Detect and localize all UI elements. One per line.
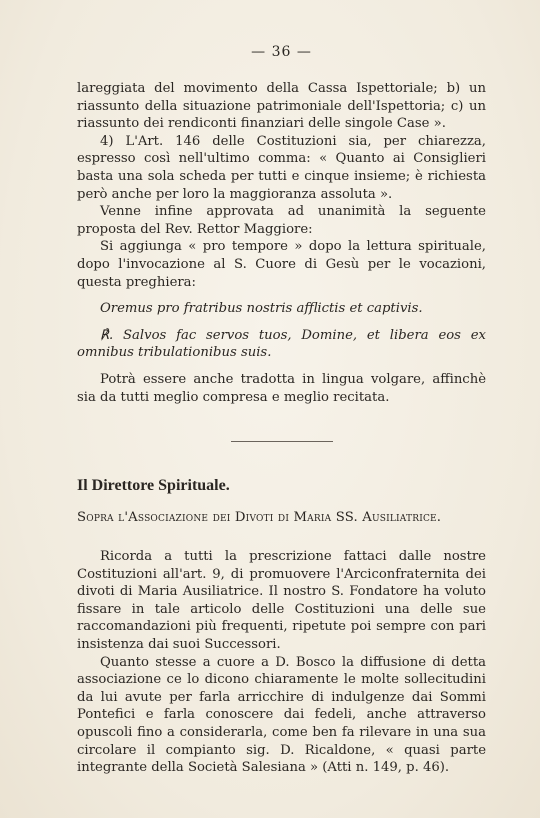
page-number: — 36 — bbox=[251, 44, 312, 60]
paragraph-don-bosco: Quanto stesse a cuore a D. Bosco la diffusione di detta associazione ce lo dicono chiaramente le molte sollecitudini da lui avute per farla arricchire di indulgenze dai Sommi Pontefici e farla conoscere dai fedeli, anche attraverso opuscoli fino a considerarla, come ben fa rilevare in una sua circolare il compianto sig. D. Ricaldone, « quasi parte integrante della Società Salesiana » (Atti n. 149, p. 46). bbox=[77, 654, 486, 776]
paragraph-constitutions: Ricorda a tutti la prescrizione fattaci dalle nostre Costituzioni all'art. 9, di promuovere l'Arciconfraternita dei divoti di Maria Ausiliatrice. Il nostro S. Fondatore ha voluto fissare in tale articolo delle Costituzioni una delle sue raccomandazioni più frequenti, ripetute poi sempre con pari insistenza dai suoi Successori. bbox=[77, 549, 486, 653]
section-subtitle: Sopra l'Associazione dei Divoti di Maria SS. Ausiliatrice. bbox=[77, 510, 442, 526]
paragraph-prayer-intro: Si aggiunga « pro tempore » dopo la lettura spirituale, dopo l'invocazione al S. Cuore di Gesù per le vocazioni, questa preghiera: bbox=[77, 239, 486, 290]
paragraph-art-146: 4) L'Art. 146 delle Costituzioni sia, per chiarezza, espresso così nell'ultimo comma: « Quanto ai Consiglieri basta una sola scheda per tutti e cinque insieme; è richiesta però anche per loro la maggioranza assoluta ». bbox=[77, 133, 486, 202]
section-divider bbox=[231, 441, 333, 442]
latin-response-line: ℟. Salvos fac servos tuos, Domine, et libera eos ex omnibus tribulationibus suis. bbox=[77, 327, 486, 361]
paragraph-translation: Potrà essere anche tradotta in lingua volgare, affinchè sia da tutti meglio compresa e meglio recitata. bbox=[77, 371, 486, 405]
latin-prayer-line: Oremus pro fratribus nostris afflictis et captivis. bbox=[100, 301, 423, 317]
section-title: Il Direttore Spirituale. bbox=[77, 477, 230, 495]
paragraph-approval: Venne infine approvata ad unanimità la seguente proposta del Rev. Rettor Maggiore: bbox=[77, 204, 486, 237]
paragraph-continuation: lareggiata del movimento della Cassa Ispettoriale; b) un riassunto della situazione patrimoniale dell'Ispettoria; c) un riassunto dei rendiconti finanziari delle singole Case ». bbox=[77, 81, 486, 132]
